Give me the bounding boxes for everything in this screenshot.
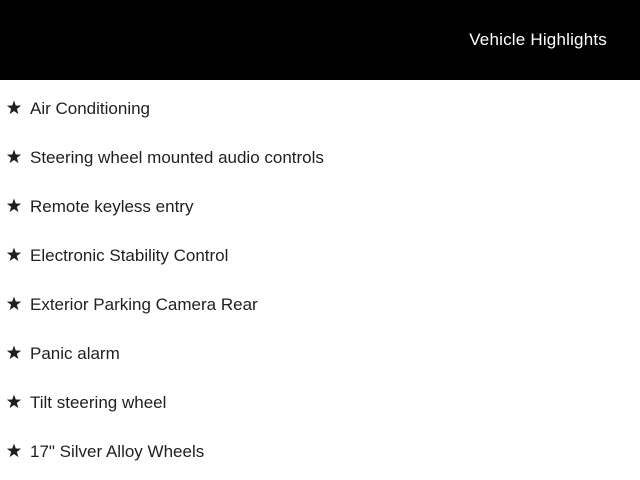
list-item (0, 378, 640, 427)
star-icon (6, 345, 22, 361)
star-icon (6, 198, 22, 214)
star-icon (6, 149, 22, 165)
list-item (0, 280, 640, 329)
list-item (0, 427, 640, 476)
list-item-label: Electronic Stability Control (30, 245, 229, 265)
star-icon (6, 443, 22, 459)
star-icon (6, 296, 22, 312)
star-icon (6, 247, 22, 263)
list-item-label: Exterior Parking Camera Rear (30, 294, 258, 314)
list-item (0, 329, 640, 378)
list-item-label: Remote keyless entry (30, 196, 194, 216)
header-bar (0, 0, 640, 80)
list-item (0, 133, 640, 182)
list-item-label: Tilt steering wheel (30, 392, 167, 412)
list-item (0, 182, 640, 231)
list-item (0, 231, 640, 280)
highlights-list (0, 80, 640, 476)
list-item-label: Air Conditioning (30, 98, 151, 118)
page-title: Vehicle Highlights (469, 30, 607, 49)
list-item-label: 17" Silver Alloy Wheels (30, 441, 205, 461)
list-item (0, 84, 640, 133)
list-item-label: Steering wheel mounted audio controls (30, 147, 324, 167)
star-icon (6, 394, 22, 410)
list-item-label: Panic alarm (30, 343, 120, 363)
star-icon (6, 100, 22, 116)
